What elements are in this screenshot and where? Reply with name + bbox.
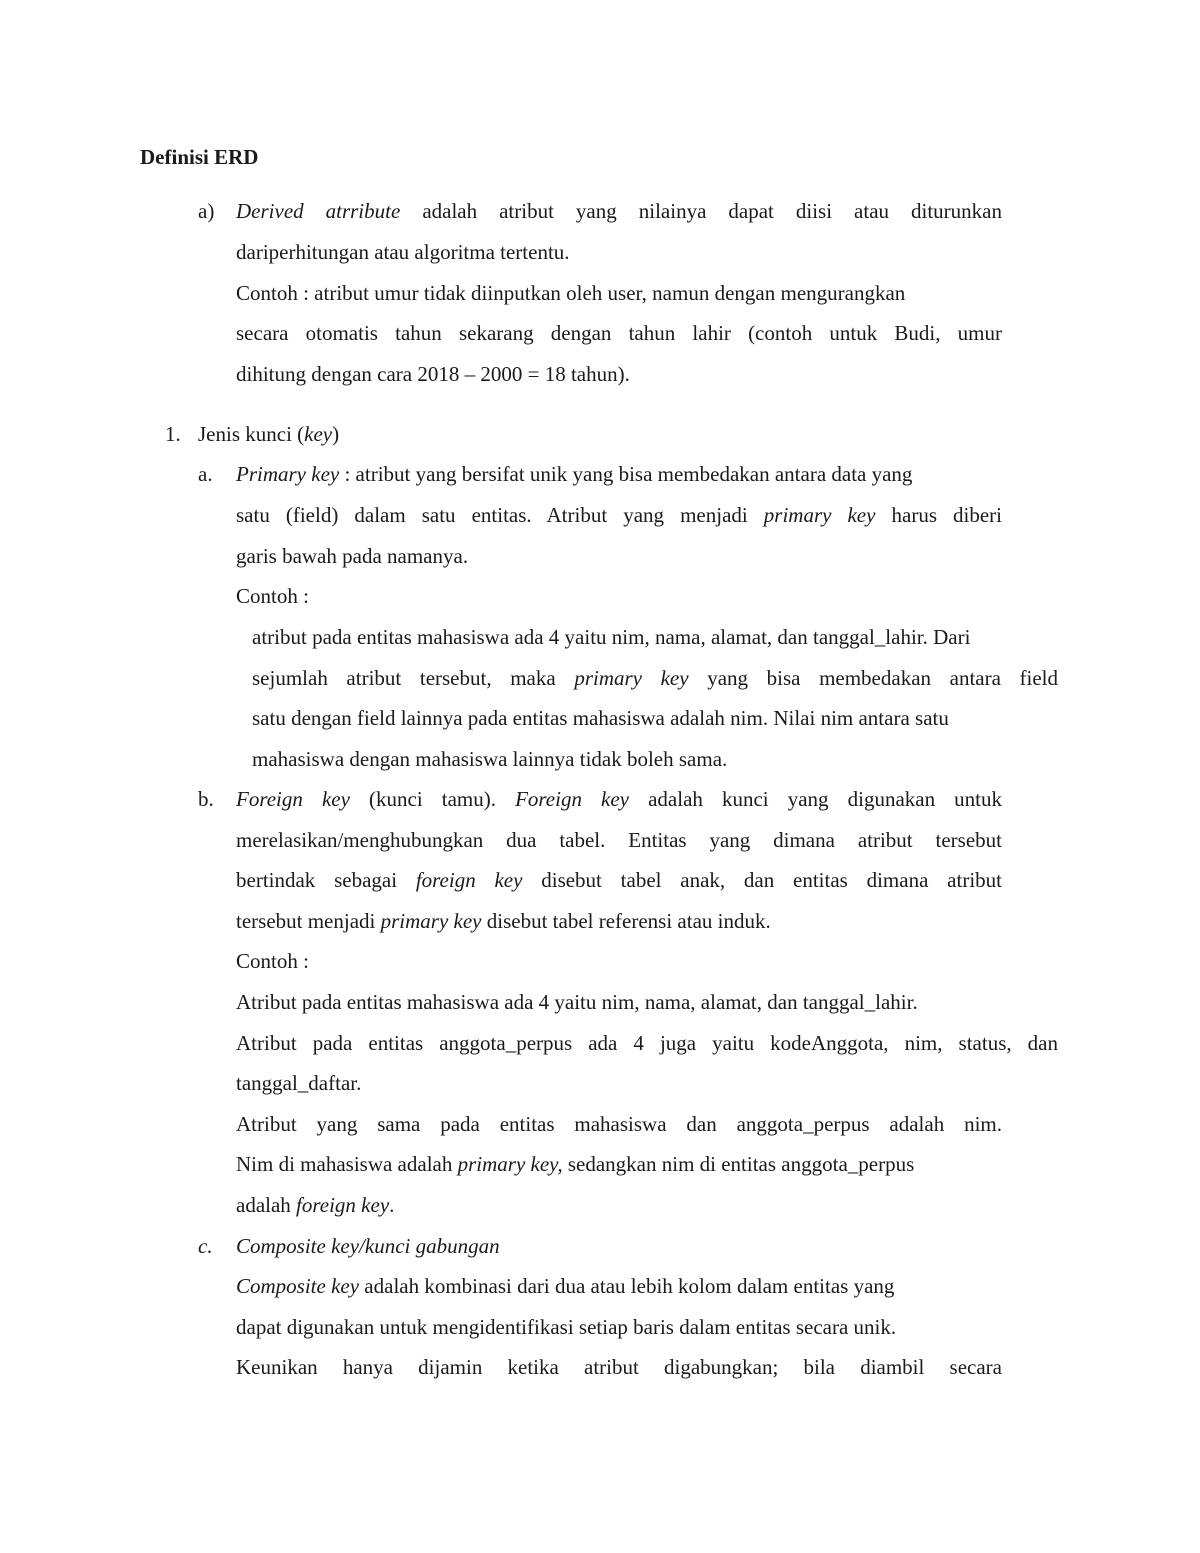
page-title: Definisi ERD [140,145,259,169]
derived-line-3: Contoh : atribut umur tidak diinputkan oleh user, namun dengan mengurangkan [236,281,906,305]
composite-line-3: Keunikan hanya dijamin ketika atribut digabungkan; bila diambil secara [236,1355,1002,1379]
foreign-example-6 [236,1191,394,1219]
text-span: adalah kombinasi dari dua atau lebih kolom dalam entitas yang [359,1274,895,1298]
contoh-label: Contoh : [236,949,309,973]
term-primary-key: primary key [763,503,876,527]
list-marker: b. [198,787,214,811]
contoh-label: Contoh : [236,584,309,608]
foreign-example-2: Atribut pada entitas anggota_perpus ada 4 juga yaitu kodeAnggota, nim, status, dan [236,1031,1058,1055]
foreign-line-4 [236,907,771,935]
text-span: (kunci tamu). [369,787,496,811]
primary-line-1 [236,460,912,488]
composite-line-1 [236,1272,894,1300]
section-marker: 1. [165,422,181,446]
term-foreign-key: Foreign key [236,787,350,811]
text-span: ) [332,422,340,446]
foreign-example-5 [236,1150,914,1178]
term-primary-key: Primary key [236,462,340,486]
text-span: yang bisa membedakan antara field [707,666,1059,690]
text-span: adalah atribut yang nilainya dapat diisi atau diturunkan [422,199,1002,223]
term-key: key [304,422,333,446]
text-span: : atribut yang bersifat unik yang bisa membedakan antara data yang [339,462,913,486]
primary-example-4: mahasiswa dengan mahasiswa lainnya tidak boleh sama. [252,747,728,771]
foreign-line-1 [236,785,1002,813]
text-span: disebut tabel referensi atau induk. [481,909,771,933]
foreign-example-3: tanggal_daftar. [236,1071,362,1095]
term-primary-key: primary key [380,909,482,933]
composite-heading: Composite key/kunci gabungan [236,1234,500,1258]
composite-line-2: dapat digunakan untuk mengidentifikasi setiap baris dalam entitas secara unik. [236,1315,897,1339]
text-span: . [389,1193,395,1217]
primary-example-3: satu dengan field lainnya pada entitas mahasiswa adalah nim. Nilai nim antara satu [252,706,949,730]
text-span: tersebut menjadi [236,909,381,933]
primary-line-2 [236,501,1002,529]
derived-line-4: secara otomatis tahun sekarang dengan tahun lahir (contoh untuk Budi, umur [236,321,1002,345]
text-span: bertindak sebagai [236,868,398,892]
primary-example-1: atribut pada entitas mahasiswa ada 4 yaitu nim, nama, alamat, dan tanggal_lahir. Dari [252,625,971,649]
term-composite-key: Composite key [236,1274,360,1298]
foreign-example-1: Atribut pada entitas mahasiswa ada 4 yaitu nim, nama, alamat, dan tanggal_lahir. [236,990,918,1014]
section-heading [198,420,339,448]
primary-example-2 [252,664,1058,692]
term-primary-key: primary key [574,666,689,690]
term-derived-attribute: Derived atrribute [236,199,401,223]
term-foreign-key: foreign key [296,1193,390,1217]
derived-line-5: dihitung dengan cara 2018 – 2000 = 18 tahun). [236,362,630,386]
foreign-line-2: merelasikan/menghubungkan dua tabel. Entitas yang dimana atribut tersebut [236,828,1002,852]
derived-line-1 [236,197,1002,225]
list-marker: a) [198,199,215,223]
term-primary-key: primary key, [457,1152,563,1176]
term-foreign-key: foreign key [415,868,523,892]
foreign-line-3 [236,866,1002,894]
text-span: sejumlah atribut tersebut, maka [252,666,556,690]
primary-line-3: garis bawah pada namanya. [236,544,469,568]
list-marker: c. [198,1234,213,1258]
text-span: Jenis kunci ( [198,422,305,446]
text-span: adalah [236,1193,297,1217]
list-marker: a. [198,462,213,486]
derived-line-2: dariperhitungan atau algoritma tertentu. [236,240,570,264]
term-foreign-key: Foreign key [515,787,629,811]
text-span: satu (field) dalam satu entitas. Atribut yang menjadi [236,503,748,527]
text-span: adalah kunci yang digunakan untuk [648,787,1003,811]
foreign-example-4: Atribut yang sama pada entitas mahasiswa dan anggota_perpus adalah nim. [236,1112,1002,1136]
text-span: sedangkan nim di entitas anggota_perpus [562,1152,915,1176]
text-span: harus diberi [891,503,1003,527]
text-span: disebut tabel anak, dan entitas dimana atribut [541,868,1002,892]
text-span: Nim di mahasiswa adalah [236,1152,458,1176]
